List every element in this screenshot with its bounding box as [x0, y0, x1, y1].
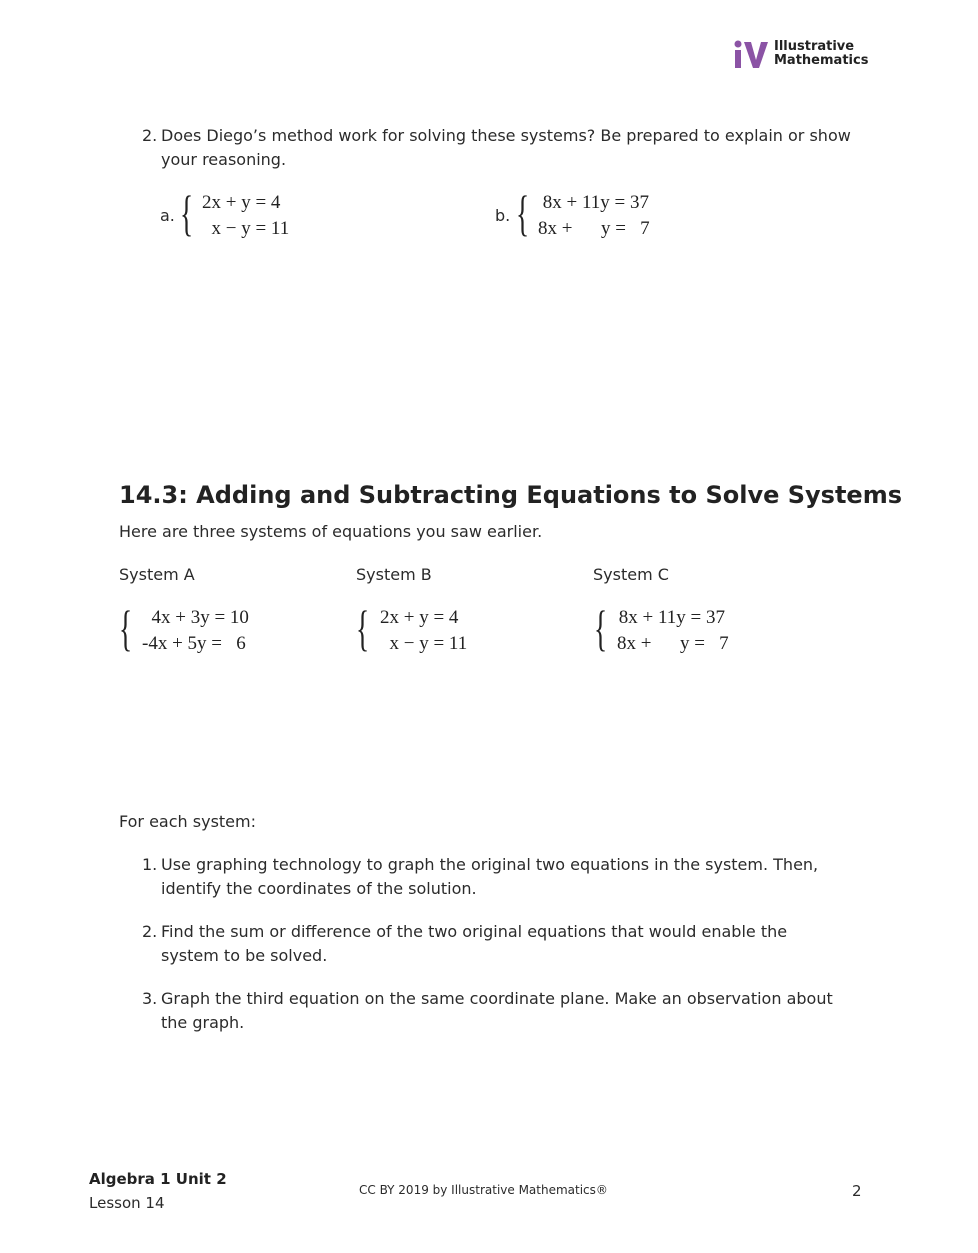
system-a-label: System A — [119, 565, 195, 584]
system-b-equation-1: 2x + y = 4 — [380, 607, 459, 628]
task-text: Use graphing technology to graph the original two equations in the system. Then, identify the coordinates of the solution. — [161, 855, 819, 898]
task-number: 3. — [142, 989, 158, 1008]
question-2 — [142, 124, 851, 172]
task-text: Graph the third equation on the same coordinate plane. Make an observation about the graph. — [161, 989, 833, 1032]
logo-line1: Illustrative — [774, 39, 855, 54]
task-text: Find the sum or difference of the two original equations that would enable the system to be solved. — [161, 922, 788, 965]
system-a-equation-2: -4x + 5y = 6 — [142, 633, 246, 654]
task-3 — [142, 987, 841, 1035]
logo-line2: Mathematics — [774, 53, 869, 68]
task-2 — [142, 920, 801, 968]
system-c-equation-2: 8x + y = 7 — [617, 633, 729, 654]
brace-icon: { — [356, 600, 370, 656]
system-c-label: System C — [593, 565, 669, 584]
page-number: 2 — [852, 1182, 862, 1200]
section-title: 14.3: Adding and Subtracting Equations to Solve Systems — [119, 481, 902, 509]
task-number: 2. — [142, 922, 158, 941]
footer-license: CC BY 2019 by Illustrative Mathematics® — [359, 1183, 608, 1197]
im-logo — [734, 39, 869, 70]
system-b-label: System B — [356, 565, 432, 584]
system-a-equation-1: 4x + 3y = 10 — [142, 607, 249, 628]
brace-icon: { — [594, 600, 608, 656]
part-b-label: b. — [495, 206, 511, 225]
for-each-label: For each system: — [119, 812, 256, 831]
system-b-equation-2: x − y = 11 — [380, 633, 468, 654]
part-b-equation-2: 8x + y = 7 — [538, 218, 650, 239]
system-c-equation-1: 8x + 11y = 37 — [614, 607, 725, 628]
task-number: 1. — [142, 855, 158, 874]
brace-icon: { — [180, 185, 194, 241]
brace-icon: { — [119, 600, 133, 656]
question-number: 2. — [142, 126, 158, 145]
brace-icon: { — [516, 185, 530, 241]
part-a-equation-1: 2x + y = 4 — [202, 192, 281, 213]
part-a-equation-2: x − y = 11 — [202, 218, 290, 239]
section-intro: Here are three systems of equations you saw earlier. — [119, 522, 543, 541]
im-logo-icon — [734, 40, 770, 70]
part-a-label: a. — [160, 206, 175, 225]
footer-course: Algebra 1 Unit 2 — [89, 1170, 227, 1188]
footer-lesson: Lesson 14 — [89, 1194, 165, 1212]
part-b-equation-1: 8x + 11y = 37 — [538, 192, 649, 213]
task-1 — [142, 853, 861, 901]
question-text: Does Diego’s method work for solving these systems? Be prepared to explain or show your reasoning. — [161, 126, 851, 169]
